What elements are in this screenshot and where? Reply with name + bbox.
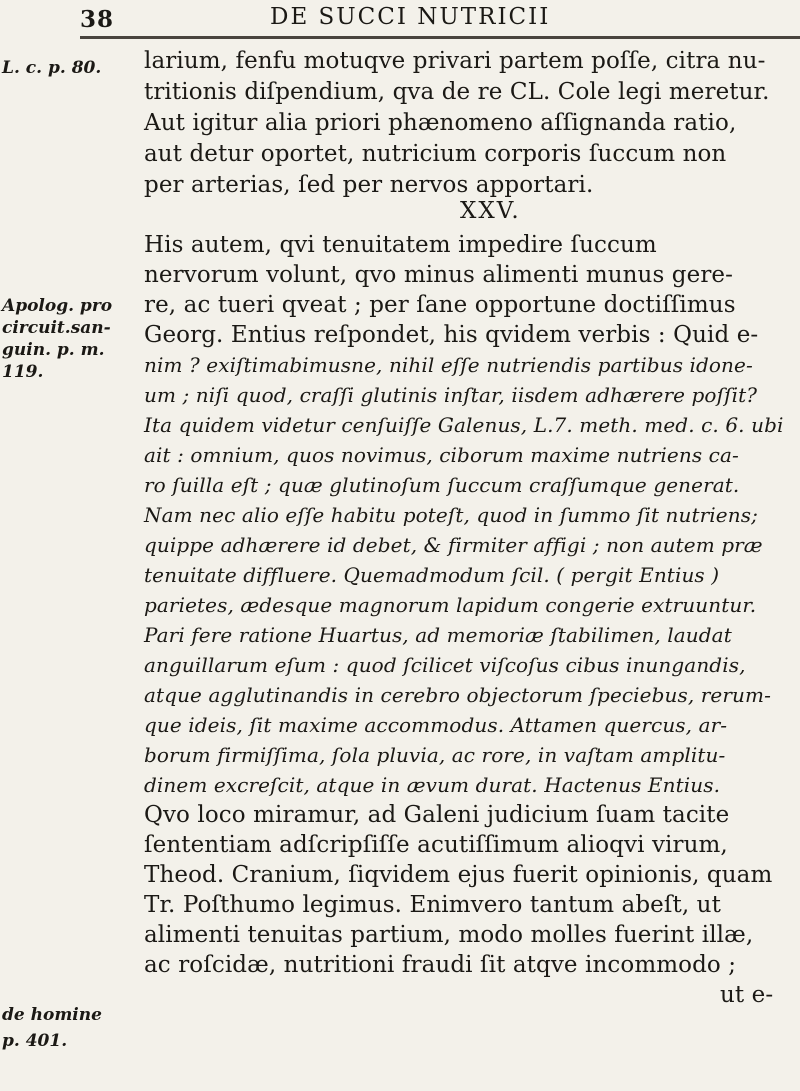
text-line: Tr. Poſthumo legimus. Enimvero tantum abeſt, ut <box>144 892 721 918</box>
margin-note-cole: L. c. p. 80. <box>2 58 102 78</box>
margin-note-apolog-4: 119. <box>2 362 44 382</box>
text-line: Theod. Cranium, ſiqvidem ejus fuerit opinionis, quam <box>144 862 773 888</box>
quote-line: quippe adhærere id debet, & firmiter affigi ; non autem præ <box>144 533 763 557</box>
running-head: DE SUCCI NUTRICII <box>270 4 551 30</box>
catchword: ut e- <box>720 982 774 1008</box>
quote-line: atque agglutinandis in cerebro objectorum ſpeciebus, rerum- <box>144 683 771 707</box>
quote-line: anguillarum eſum : quod ſcilicet viſcoſus cibus inungandis, <box>144 653 746 677</box>
quote-line: um ; niſi quod, craſſi glutinis inſtar, iisdem adhærere poſſit? <box>144 383 758 407</box>
quote-line: que ideis, ſit maxime accommodus. Attamen quercus, ar- <box>144 713 728 737</box>
quote-line: parietes, ædesque magnorum lapidum congerie extruuntur. <box>144 593 757 617</box>
quote-line: Nam nec alio eſſe habitu poteſt, quod in ſummo ſit nutriens; <box>144 503 758 527</box>
text-line: per arterias, ſed per nervos apportari. <box>144 172 594 198</box>
text-line: alimenti tenuitas partium, modo molles fuerint illæ, <box>144 922 754 948</box>
margin-note-homine-2: p. 401. <box>2 1031 68 1051</box>
margin-note-homine-1: de homine <box>2 1005 102 1025</box>
text-line: larium, fenfu motuqve privari partem poſſe, citra nu- <box>144 48 766 74</box>
header-rule <box>80 36 800 39</box>
text-line: His autem, qvi tenuitatem impedire ſuccum <box>144 232 657 258</box>
quote-line: Ita quidem videtur cenſuiſſe Galenus, L.7. meth. med. c. 6. ubi <box>144 413 784 437</box>
text-line: nervorum volunt, qvo minus alimenti munus gere- <box>144 262 733 288</box>
section-number: XXV. <box>460 198 521 224</box>
text-line: tritionis diſpendium, qva de re CL. Cole legi meretur. <box>144 79 770 105</box>
margin-note-apolog-3: guin. p. m. <box>2 340 105 360</box>
quote-line: tenuitate diffluere. Quemadmodum ſcil. ( pergit Entius ) <box>144 563 720 587</box>
quote-line: nim ? exiſtimabimusne, nihil eſſe nutriendis partibus idone- <box>144 353 753 377</box>
text-line: Qvo loco miramur, ad Galeni judicium ſuam tacite <box>144 802 730 828</box>
text-line: Aut igitur alia priori phænomeno aſſignanda ratio, <box>144 110 737 136</box>
quote-line: dinem excreſcit, atque in ævum durat. Hactenus Entius. <box>144 773 721 797</box>
text-line: ſententiam adſcripſiſſe acutiſſimum alioqvi virum, <box>144 832 728 858</box>
margin-note-apolog-1: Apolog. pro <box>2 296 113 316</box>
text-line: aut detur oportet, nutricium corporis ſuccum non <box>144 141 727 167</box>
text-line: Georg. Entius reſpondet, his qvidem verbis : Quid e- <box>144 322 759 348</box>
margin-note-apolog-2: circuit.san- <box>2 318 111 338</box>
quote-line: ro ſuilla eſt ; quæ glutinoſum ſuccum craſſumque generat. <box>144 473 740 497</box>
quote-line: Pari fere ratione Huartus, ad memoriæ ſtabilimen, laudat <box>144 623 732 647</box>
page-number: 38 <box>80 6 115 33</box>
text-line: ac roſcidæ, nutritioni fraudi ſit atqve incommodo ; <box>144 952 737 978</box>
quote-line: borum firmiſſima, ſola pluvia, ac rore, in vaſtam amplitu- <box>144 743 726 767</box>
quote-line: ait : omnium, quos novimus, ciborum maxime nutriens ca- <box>144 443 739 467</box>
text-line: re, ac tueri qveat ; per ſane opportune doctiſſimus <box>144 292 736 318</box>
